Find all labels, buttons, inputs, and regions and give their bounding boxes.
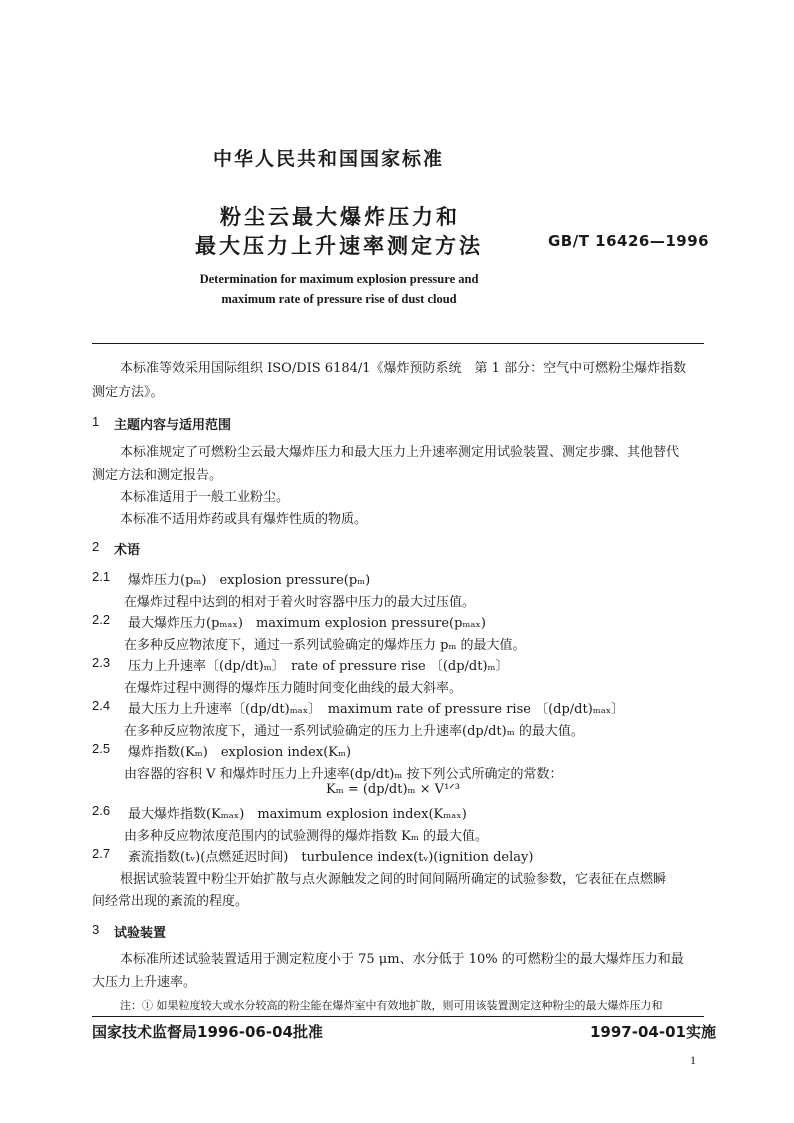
term-number: 2.1 bbox=[92, 569, 111, 584]
term-heading: 最大压力上升速率〔(dp/dt)ₘₐₓ〕 maximum rate of pressure rise 〔(dp/dt)ₘₐₓ〕 bbox=[128, 702, 625, 717]
section-2-title: 术语 bbox=[114, 543, 141, 558]
section-3-number: 3 bbox=[92, 922, 100, 937]
standard-code: GB/T 16426—1996 bbox=[548, 232, 710, 250]
term-heading: 压力上升速率〔(dp/dt)ₘ〕 rate of pressure rise 〔(dp/dt)ₘ〕 bbox=[128, 659, 509, 674]
term-number: 2.6 bbox=[92, 803, 111, 818]
english-title-line2: maximum rate of pressure rise of dust cloud bbox=[221, 292, 457, 306]
section-1-scope: 本标准适用于一般工业粉尘。 bbox=[120, 490, 290, 505]
section-1-number: 1 bbox=[92, 414, 100, 429]
term-number: 2.2 bbox=[92, 612, 111, 627]
term-definition: 在多种反应物浓度下，通过一系列试验确定的压力上升速率(dp/dt)ₘ 的最大值。 bbox=[124, 724, 584, 739]
term-heading: 爆炸压力(pₘ) explosion pressure(pₘ) bbox=[128, 573, 371, 588]
section-2-number: 2 bbox=[92, 539, 100, 554]
implementation-date: 1997-04-01实施 bbox=[590, 1023, 716, 1041]
term-definition: 在爆炸过程中达到的相对于着火时容器中压力的最大过压值。 bbox=[124, 595, 476, 610]
intro-line1: 本标准等效采用国际组织 ISO/DIS 6184/1《爆炸预防系统 第 1 部分：空气中可燃粉尘爆炸指数 bbox=[120, 361, 687, 376]
section-1-exclusion: 本标准不适用炸药或具有爆炸性质的物质。 bbox=[120, 512, 368, 527]
term-definition: 在爆炸过程中测得的爆炸压力随时间变化曲线的最大斜率。 bbox=[124, 681, 463, 696]
term-number: 2.5 bbox=[92, 741, 111, 756]
term-number: 2.3 bbox=[92, 655, 111, 670]
section-3-paragraph-line1: 本标准所述试验装置适用于测定粒度小于 75 μm、水分低于 10% 的可燃粉尘的最大爆炸压力和最 bbox=[120, 952, 684, 967]
section-1-paragraph-line1: 本标准规定了可燃粉尘云最大爆炸压力和最大压力上升速率测定用试验装置、测定步骤、其他替代 bbox=[120, 445, 680, 460]
approval-date: 国家技术监督局1996-06-04批准 bbox=[92, 1023, 323, 1041]
document-title-line1: 粉尘云最大爆炸压力和 bbox=[220, 205, 460, 229]
intro-line2: 测定方法》。 bbox=[92, 385, 164, 400]
term-heading: 最大爆炸指数(Kₘₐₓ) maximum explosion index(Kₘₐₓ) bbox=[128, 807, 467, 822]
formula: Kₘ = (dp/dt)ₘ × V¹ᐟ³ bbox=[326, 782, 460, 797]
term-heading: 紊流指数(tᵥ)(点燃延迟时间) turbulence index(tᵥ)(ignition delay) bbox=[128, 850, 534, 865]
term-number: 2.4 bbox=[92, 698, 111, 713]
page-number: 1 bbox=[690, 1053, 696, 1067]
term-definition: 由多种反应物浓度范围内的试验测得的爆炸指数 Kₘ 的最大值。 bbox=[124, 829, 488, 844]
term-definition: 在多种反应物浓度下，通过一系列试验确定的爆炸压力 pₘ 的最大值。 bbox=[124, 638, 526, 653]
section-3-note: 注：① 如果粒度较大或水分较高的粉尘能在爆炸室中有效地扩散，则可用该装置测定这种粉尘的最大爆炸压力和 bbox=[120, 999, 663, 1012]
section-3-paragraph-line2: 大压力上升速率。 bbox=[92, 975, 197, 990]
term-definition: 由容器的容积 V 和爆炸时压力上升速率(dp/dt)ₘ 按下列公式所确定的常数： bbox=[124, 767, 563, 782]
section-1-title: 主题内容与适用范围 bbox=[114, 418, 232, 433]
term-number: 2.7 bbox=[92, 846, 111, 861]
national-standard-heading: 中华人民共和国国家标准 bbox=[213, 148, 445, 170]
section-1-paragraph-line2: 测定方法和测定报告。 bbox=[92, 468, 223, 483]
english-title-line1: Determination for maximum explosion pressure and bbox=[199, 272, 479, 286]
term-heading: 爆炸指数(Kₘ) explosion index(Kₘ) bbox=[128, 745, 352, 760]
term-heading: 最大爆炸压力(pₘₐₓ) maximum explosion pressure(pₘₐₓ) bbox=[128, 616, 486, 631]
document-title-line2: 最大压力上升速率测定方法 bbox=[195, 234, 483, 258]
header-rule bbox=[92, 343, 704, 344]
term-definition-line1: 根据试验装置中粉尘开始扩散与点火源触发之间的时间间隔所确定的试验参数，它表征在点燃瞬 bbox=[120, 872, 667, 887]
footer-rule bbox=[92, 1016, 704, 1017]
section-3-title: 试验装置 bbox=[114, 926, 167, 941]
term-definition-line2: 间经常出现的紊流的程度。 bbox=[92, 894, 249, 909]
